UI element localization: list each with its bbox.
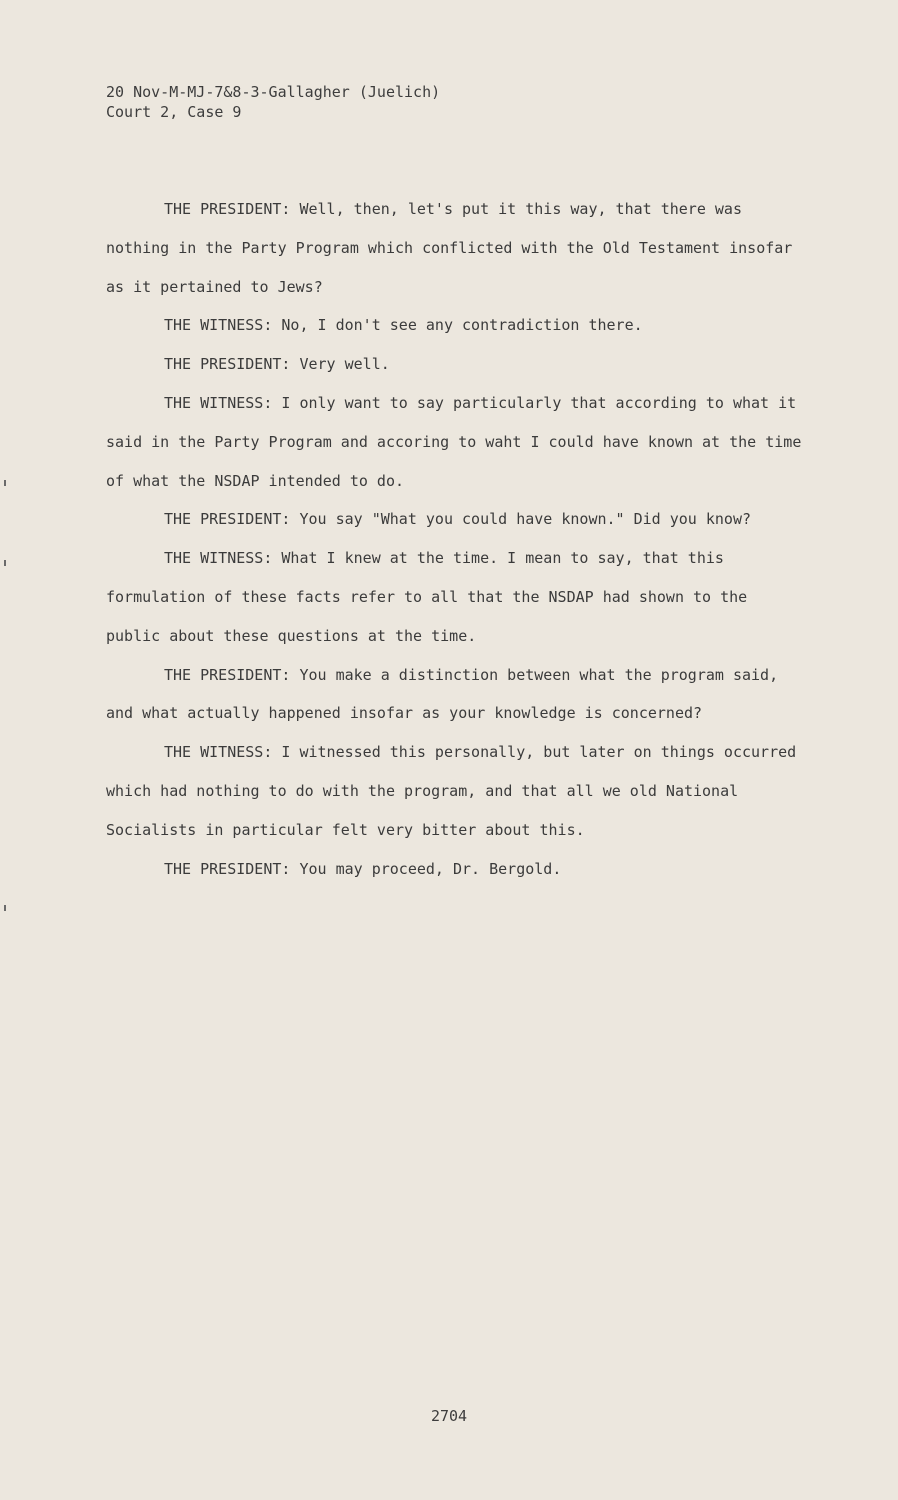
speaker-label: THE PRESIDENT:: [164, 665, 291, 684]
transcript-paragraph: [106, 733, 806, 849]
speaker-label: THE PRESIDENT:: [164, 859, 291, 878]
paragraph-text: I only want to say particularly that according to what it said in the Party Program and accoring to waht I could have known at the time of what the NSDAP intended to do.: [106, 393, 802, 490]
margin-mark: [4, 560, 6, 566]
paragraph-text: I witnessed this personally, but later on things occurred which had nothing to do with the program, and that all we old National Socialists in particular felt very bitter about this.: [106, 743, 797, 839]
header-case-reference: 20 Nov-M-MJ-7&8-3-Gallagher (Juelich): [106, 83, 441, 101]
paragraph-text: You say "What you could have known." Did you know?: [299, 510, 752, 529]
speaker-label: THE PRESIDENT:: [164, 510, 291, 529]
transcript-paragraph: [106, 384, 806, 500]
paragraph-text: Well, then, let's put it this way, that there was nothing in the Party Program which conflicted with the Old Testament insofar as it pertained to Jews?: [106, 200, 793, 296]
transcript-body: [106, 190, 806, 888]
paragraph-text: What I knew at the time. I mean to say, that this formulation of these facts refer to all that the NSDAP had shown to the public about these questions at the time.: [106, 549, 748, 645]
speaker-label: THE WITNESS:: [164, 316, 273, 335]
paragraph-text: Very well.: [299, 355, 390, 374]
speaker-label: THE PRESIDENT:: [164, 355, 291, 374]
header-court-case: Court 2, Case 9: [106, 103, 242, 121]
margin-mark: [4, 480, 6, 486]
transcript-paragraph: [106, 345, 806, 384]
speaker-label: THE WITNESS:: [164, 743, 273, 762]
document-header: [106, 82, 440, 122]
paragraph-text: You make a distinction between what the program said, and what actually happened insofar as your knowledge is concerned?: [106, 665, 779, 723]
speaker-label: THE PRESIDENT:: [164, 200, 291, 218]
page-number: 2704: [430, 1407, 468, 1425]
paragraph-text: You may proceed, Dr. Bergold.: [299, 859, 562, 878]
transcript-paragraph: [106, 656, 806, 734]
transcript-paragraph: [106, 306, 806, 345]
speaker-label: THE WITNESS:: [164, 549, 273, 568]
transcript-paragraph: [106, 850, 806, 889]
paragraph-text: No, I don't see any contradiction there.: [281, 316, 643, 335]
speaker-label: THE WITNESS:: [164, 393, 273, 412]
transcript-paragraph: [106, 539, 806, 655]
transcript-paragraph: [106, 500, 806, 539]
transcript-paragraph: [106, 190, 806, 306]
margin-mark: [4, 905, 6, 911]
